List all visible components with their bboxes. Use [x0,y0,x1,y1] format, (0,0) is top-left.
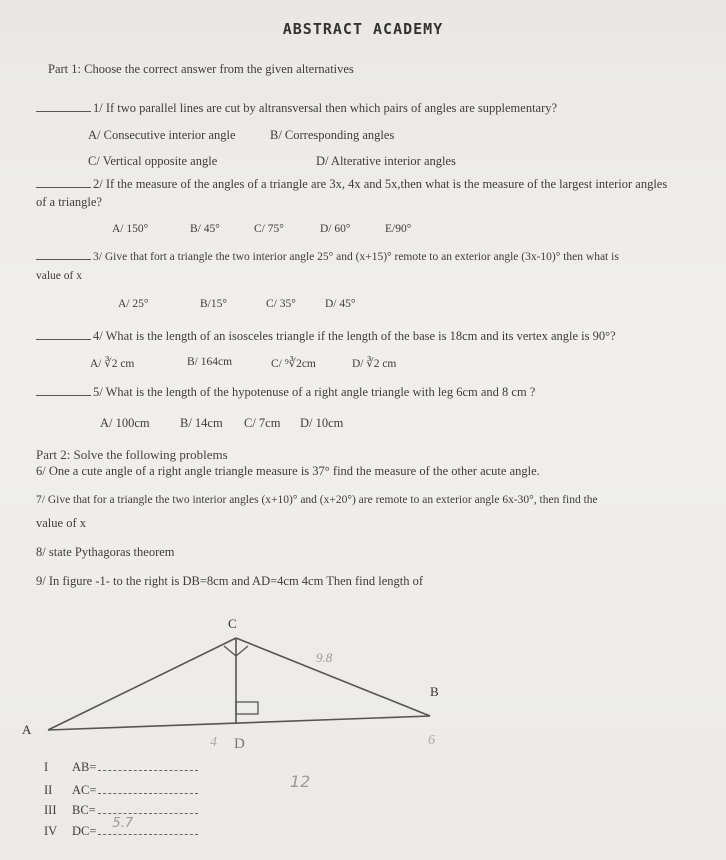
answer-label: DC= [72,824,97,838]
q4-option-c: C/ ⁹∛2cm [271,358,316,370]
question-3-text: 3/ Give that fort a triangle the two interior angle 25° and (x+15)° remote to an exterior angle (3x-10)° then what is [93,251,619,263]
q1-option-d: D/ Alterative interior angles [316,154,456,168]
q1-option-b: B/ Corresponding angles [270,128,395,142]
side-cb [236,638,430,716]
answer-row-4 [44,816,198,839]
question-2 [36,177,667,192]
answer-row-2 [44,781,198,798]
q5-option-a: A/ 100cm [100,416,150,430]
part2-heading: Part 2: Solve the following problems [36,447,228,462]
question-1-text: 1/ If two parallel lines are cut by altransversal then which pairs of angles are supplementary? [93,101,558,115]
q5-option-d: D/ 10cm [300,416,344,430]
right-angle-mark-d [236,702,258,714]
answer-blank[interactable] [36,259,91,260]
q2-option-a: A/ 150° [112,223,149,235]
q2-option-c: C/ 75° [254,223,284,235]
question-7: 7/ Give that for a triangle the two interior angles (x+10)° and (x+20°) are remote to an exterior angle 6x-30°, then find the [36,494,598,506]
question-5-text: 5/ What is the length of the hypotenuse of a right angle triangle with leg 6cm and 8 cm ? [93,385,536,399]
q4-option-d: D/ ∛2 cm [352,358,397,370]
vertex-label-d: D [234,736,245,752]
question-3 [36,251,619,263]
handwritten-d: 4 [210,735,217,750]
answer-row-1 [44,758,198,775]
question-4 [36,329,616,344]
part1-heading: Part 1: Choose the correct answer from the given alternatives [48,62,354,76]
q3-option-c: C/ 35° [266,298,296,310]
handwritten-margin-note: 12 [290,772,311,791]
answer-blank[interactable] [36,395,91,396]
question-7-cont: value of x [36,516,86,530]
q5-option-b: B/ 14cm [180,416,223,430]
handwritten-answer: 5.7 [112,816,134,831]
answer-num: IV [44,824,58,838]
q3-option-d: D/ 45° [325,298,356,310]
answer-blank[interactable] [36,339,91,340]
question-2-text: 2/ If the measure of the angles of a triangle are 3x, 4x and 5x,then what is the measure of the largest interior angles [93,177,668,191]
vertex-label-a: A [22,722,32,737]
question-3-cont: value of x [36,270,82,282]
answer-blank[interactable] [36,187,91,188]
q1-option-a: A/ Consecutive interior angle [88,128,236,142]
answer-num: I [44,760,49,774]
question-8: 8/ state Pythagoras theorem [36,545,175,559]
answer-label: AB= [72,760,97,774]
handwritten-b: 6 [428,733,435,748]
vertex-label-b: B [430,684,439,699]
question-4-text: 4/ What is the length of an isosceles triangle if the length of the base is 18cm and its vertex angle is 90°? [93,329,616,343]
answer-field[interactable] [98,816,198,835]
answer-label: BC= [72,803,96,817]
q5-option-c: C/ 7cm [244,416,281,430]
page-title: ABSTRACT ACADEMY [282,20,444,38]
q3-option-b: B/15° [200,298,227,310]
q2-option-b: B/ 45° [190,223,220,235]
question-5 [36,385,535,400]
answer-num: II [44,783,53,797]
side-ac [48,638,236,730]
question-1 [36,101,557,116]
q2-option-d: D/ 60° [320,223,351,235]
q4-option-a: A/ ∛2 cm [90,358,135,370]
answer-num: III [44,803,57,817]
question-6: 6/ One a cute angle of a right angle triangle measure is 37° find the measure of the other acute angle. [36,464,540,478]
question-2-cont: of a triangle? [36,195,102,209]
q4-option-b: B/ 164cm [187,356,233,368]
triangle-figure [0,600,726,760]
question-9: 9/ In figure -1- to the right is DB=8cm and AD=4cm 4cm Then find length of [36,574,424,588]
answer-label: AC= [72,783,97,797]
vertex-label-c: C [228,616,237,631]
side-ab [48,716,430,730]
q1-option-c: C/ Vertical opposite angle [88,154,218,168]
answer-field[interactable] [98,801,198,814]
q3-option-a: A/ 25° [118,298,149,310]
answer-blank[interactable] [36,111,91,112]
answer-field[interactable] [98,758,198,771]
handwritten-cb: 9.8 [316,650,333,665]
answer-field[interactable] [98,781,198,794]
q2-option-e: E/90° [385,223,412,235]
